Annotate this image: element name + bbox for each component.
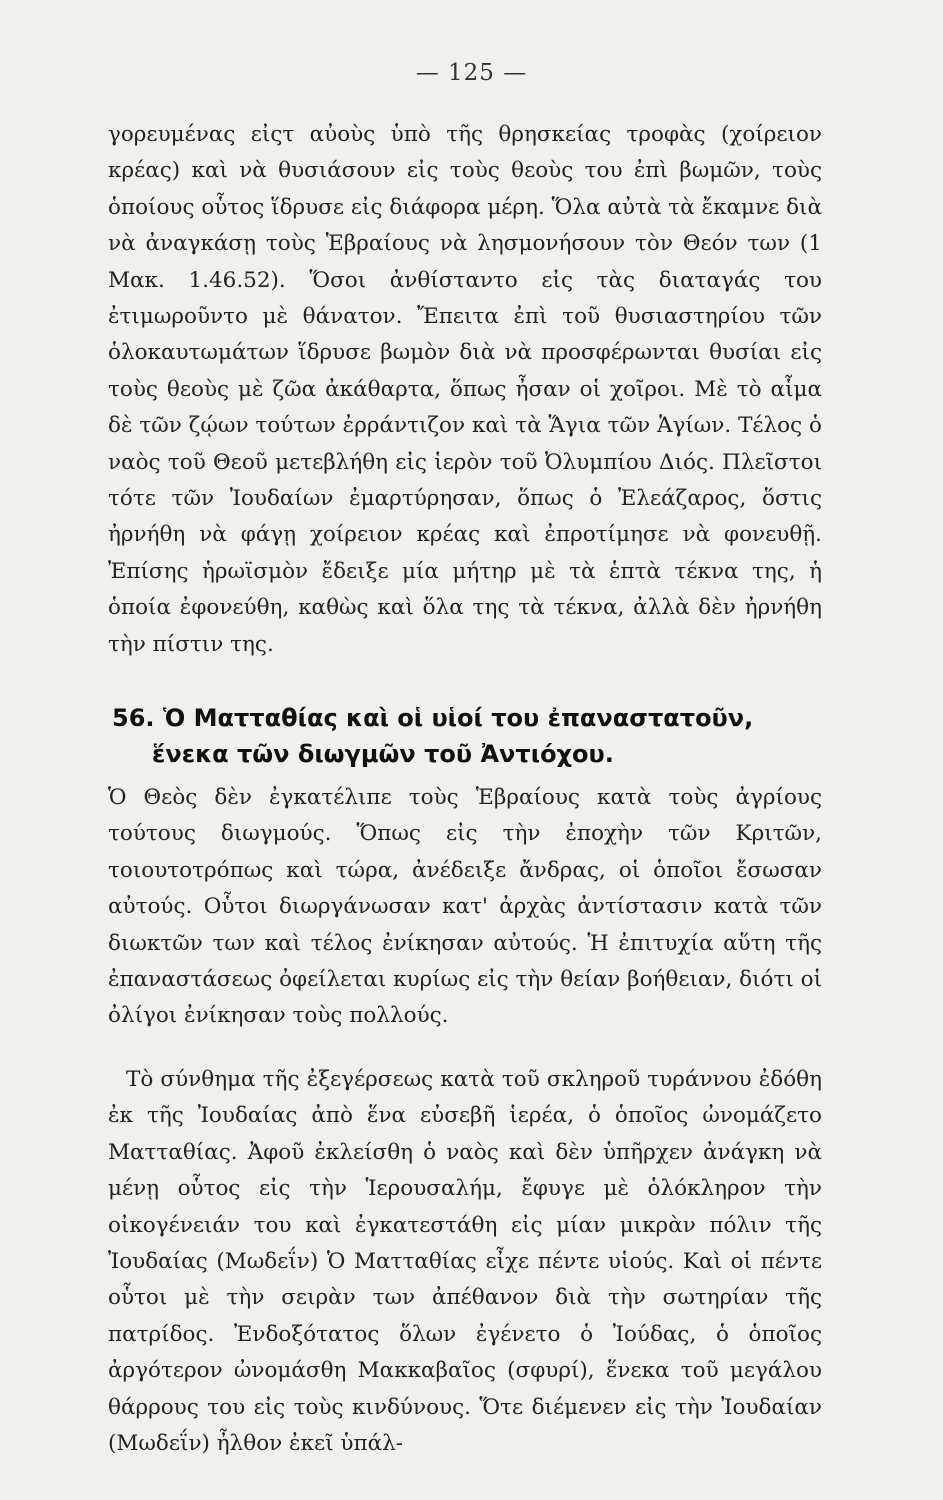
section-heading: [112, 700, 822, 772]
section-heading-line-1: 56. Ὁ Ματταθίας καὶ οἱ υἱοί του ἐπαναστατοῦν,: [112, 704, 754, 732]
section-heading-line-2: ἕνεκα τῶν διωγμῶν τοῦ Ἀντιόχου.: [152, 740, 614, 768]
page-number: — 125 —: [415, 60, 528, 86]
paragraph-god-not-abandon: [108, 780, 822, 1035]
paragraph-persecution: [108, 117, 822, 663]
paragraph-text: Ὁ Θεὸς δὲν ἐγκατέλιπε τοὺς Ἑβραίους κατὰ τοὺς ἀγρίους τούτους διωγμούς. Ὅπως εἰς τὴν ἐποχὴν τῶν Κριτῶν, τοιουτοτρόπως καὶ τώρα, ἀνέδειξε ἄνδρας, οἱ ὁποῖοι ἔσωσαν αὐτούς. Οὗτοι διωργάνωσαν κατ' ἀρχὰς ἀντίστασιν κατὰ τῶν διωκτῶν των καὶ τέλος ἐνίκησαν αὐτούς. Ἡ ἐπιτυχία αὕτη τῆς ἐπαναστάσεως ὀφείλεται κυρίως εἰς τὴν θείαν βοήθειαν, διότι οἱ ὀλίγοι ἐνίκησαν τοὺς πολλούς.: [108, 785, 823, 1029]
paragraph-mattathias: [108, 1062, 822, 1462]
paragraph-text: Τὸ σύνθημα τῆς ἐξεγέρσεως κατὰ τοῦ σκληροῦ τυράννου ἐδόθη ἐκ τῆς Ἰουδαίας ἀπὸ ἕνα εὐσεβῆ ἱερέα, ὁ ὁποῖος ὠνομάζετο Ματταθίας. Ἀφοῦ ἐκλείσθη ὁ ναὸς καὶ δὲν ὑπῆρχεν ἀνάγκη νὰ μένῃ οὗτος εἰς τὴν Ἱερουσαλήμ, ἔφυγε μὲ ὁλόκληρον τὴν οἰκογένειάν του καὶ ἐγκατεστάθη εἰς μίαν μικρὰν πόλιν τῆς Ἰουδαίας (Μωδεΐν) Ὁ Ματταθίας εἶχε πέντε υἱούς. Καὶ οἱ πέντε οὗτοι μὲ τὴν σειρὰν των ἀπέθανον διὰ τὴν σωτηρίαν τῆς πατρίδος. Ἐνδοξότατος ὅλων ἐγένετο ὁ Ἰούδας, ὁ ὁποῖος ἀργότερον ὠνομάσθη Μακκαβαῖος (σφυρί), ἕνεκα τοῦ μεγάλου θάρρους του εἰς τοὺς κινδύνους. Ὅτε διέμενεν εἰς τὴν Ἰουδαίαν (Μωδεΐν) ἦλθον ἐκεῖ ὑπάλ-: [108, 1067, 822, 1457]
paragraph-text: γορευμένας εἰςτ αὐοὺς ὑπὸ τῆς θρησκείας τροφὰς (χοίρειον κρέας) καὶ νὰ θυσιάσουν εἰς τοὺς θεοὺς του ἐπὶ βωμῶν, τοὺς ὁποίους οὗτος ἵδρυσε εἰς διάφορα μέρη. Ὅλα αὐτὰ τὰ ἔκαμνε διὰ νὰ ἀναγκάσῃ τοὺς Ἑβραίους νὰ λησμονήσουν τὸν Θεόν των (1 Μακ. 1.46.52). Ὅσοι ἀνθίσταντο εἰς τὰς διαταγάς του ἐτιμωροῦντο μὲ θάνατον. Ἔπειτα ἐπὶ τοῦ θυσιαστηρίου τῶν ὁλοκαυτωμάτων ἵδρυσε βωμὸν διὰ νὰ προσφέρωνται θυσίαι εἰς τοὺς θεοὺς μὲ ζῶα ἀκάθαρτα, ὅπως ἦσαν οἱ χοῖροι. Μὲ τὸ αἷμα δὲ τῶν ζῴων τούτων ἐρράντιζον καὶ τὰ Ἅγια τῶν Ἁγίων. Τέλος ὁ ναὸς τοῦ Θεοῦ μετεβλήθη εἰς ἱερὸν τοῦ Ὀλυμπίου Διός. Πλεῖστοι τότε τῶν Ἰουδαίων ἐμαρτύρησαν, ὅπως ὁ Ἐλεάζαρος, ὅστις ἠρνήθη νὰ φάγῃ χοίρειον κρέας καὶ ἐπροτίμησε νὰ φονευθῇ. Ἐπίσης ἡρωϊσμὸν ἔδειξε μία μήτηρ μὲ τὰ ἑπτὰ τέκνα της, ἡ ὁποία ἐφονεύθη, καθὼς καὶ ὅλα της τὰ τέκνα, ἀλλὰ δὲν ἠρνήθη τὴν πίστιν της.: [108, 122, 822, 657]
